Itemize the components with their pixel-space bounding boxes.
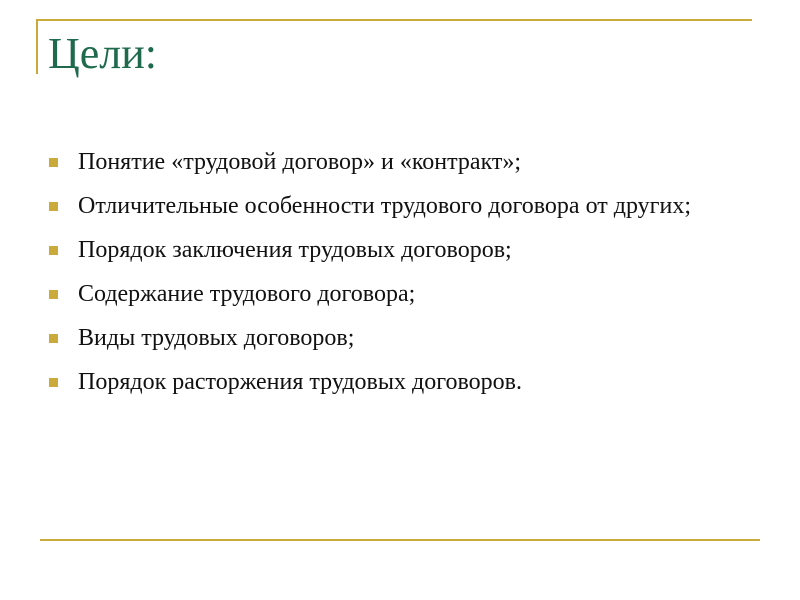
bullet-item: [48, 145, 738, 179]
top-rule: [36, 19, 752, 21]
bullet-item: [48, 321, 738, 355]
bullet-item: [48, 233, 738, 267]
bullet-list: [48, 145, 738, 409]
bullet-item: [48, 189, 738, 223]
slide-title: Цели:: [48, 29, 158, 78]
square-bullet-icon: [49, 290, 58, 299]
bullet-text: Отличительные особенности трудового договора от других;: [78, 193, 691, 219]
square-bullet-icon: [49, 202, 58, 211]
bullet-text: Виды трудовых договоров;: [78, 325, 355, 351]
bullet-text: Порядок расторжения трудовых договоров.: [78, 369, 522, 395]
bullet-text: Содержание трудового договора;: [78, 281, 416, 307]
square-bullet-icon: [49, 334, 58, 343]
bullet-text: Понятие «трудовой договор» и «контракт»;: [78, 149, 522, 175]
square-bullet-icon: [49, 378, 58, 387]
bullet-item: [48, 277, 738, 311]
bottom-rule: [40, 539, 760, 541]
bullet-item: [48, 365, 738, 399]
left-rule: [36, 19, 38, 74]
bullet-text: Порядок заключения трудовых договоров;: [78, 237, 512, 263]
square-bullet-icon: [49, 158, 58, 167]
square-bullet-icon: [49, 246, 58, 255]
